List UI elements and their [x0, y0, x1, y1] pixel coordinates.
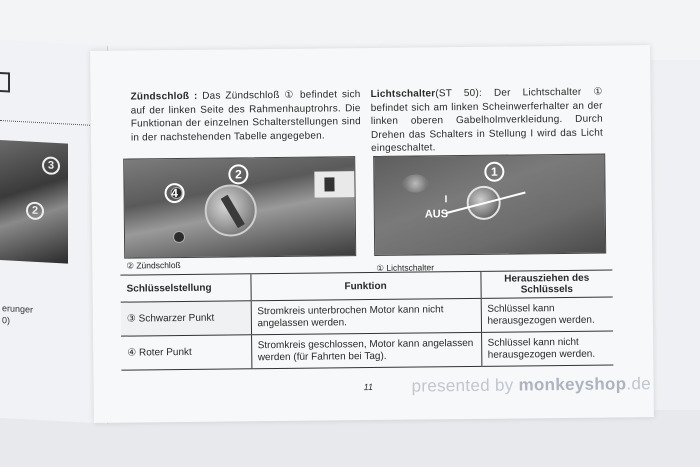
cell-key-removal: Schlüssel kann herausgezogen werden.	[481, 297, 613, 332]
cell-function: Stromkreis unterbrochen Motor kann nicht angelassen werden.	[251, 298, 481, 334]
watermark	[411, 374, 651, 397]
lightswitch-caption: ① Lichtschalter	[376, 262, 435, 273]
ignition-photo	[123, 156, 356, 258]
left-page-dotted-rule	[0, 120, 90, 126]
left-callout-3: 3	[42, 156, 60, 175]
bolt-icon	[402, 174, 428, 192]
ignition-caption: ② Zündschloß	[126, 260, 181, 271]
ignition-lock-icon	[204, 184, 257, 237]
screw-icon	[173, 231, 185, 243]
cell-key-position: ④ Roter Punkt	[121, 335, 251, 370]
left-page-photo	[0, 140, 68, 264]
lightswitch-intro	[370, 86, 603, 156]
ignition-intro	[130, 88, 361, 144]
watermark-suffix: .de	[626, 374, 652, 394]
header-function: Funktion	[250, 271, 480, 300]
ignition-callout-2: 2	[228, 164, 248, 184]
bracket-notch	[324, 177, 334, 191]
left-page-text-line1: erunger	[2, 303, 34, 315]
watermark-prefix: presented by	[411, 375, 519, 396]
lightswitch-body: (ST 50): Der Lichtschalter ① befindet sich am linken Scheinwerferhalter an der linken oberen Gabelholmverkleidung. Durch Drehen das Schalters in Stellung I wird das Licht eingeschaltet.	[370, 86, 604, 155]
switch-label-on: I	[444, 194, 448, 206]
table-row	[121, 331, 613, 370]
ignition-body: Das Zündschloß ① befindet sich auf der linken Seite des Rahmenhauptrohrs. Die Funktionan der einzelnen Schalterstellungen sind in der nachstehenden Tabelle angegeben.	[130, 89, 361, 144]
ignition-lead: Zündschloß :	[130, 90, 198, 103]
lightswitch-photo	[373, 154, 606, 256]
cell-key-position: ③ Schwarzer Punkt	[121, 301, 251, 336]
lightswitch-lead: Lichtschalter	[370, 88, 436, 101]
header-key-position: Schlüsselstellung	[120, 274, 250, 302]
table-row	[121, 297, 613, 336]
lightswitch-callout-1: 1	[484, 162, 504, 182]
ignition-callout-4: 4	[164, 183, 184, 203]
cell-function: Stromkreis geschlossen, Motor kann angelassen werden (für Fahrten bei Tag).	[251, 332, 481, 368]
key-slot-icon	[221, 195, 245, 228]
watermark-brand: monkeyshop	[518, 374, 627, 395]
frame-bracket	[314, 171, 354, 197]
left-page-text	[2, 302, 33, 328]
page-number: 11	[363, 381, 373, 393]
header-key-removal: Herausziehen des Schlüssels	[480, 270, 612, 298]
key-position-table	[120, 269, 613, 370]
left-callout-2: 2	[26, 201, 44, 220]
manual-page	[90, 45, 654, 423]
cell-key-removal: Schlüssel kann nicht herausgezogen werden.	[481, 331, 613, 366]
left-page-text-line2: 0)	[2, 315, 11, 326]
switch-label-off: AUS	[424, 208, 449, 221]
left-page-frame-icon	[0, 72, 10, 93]
